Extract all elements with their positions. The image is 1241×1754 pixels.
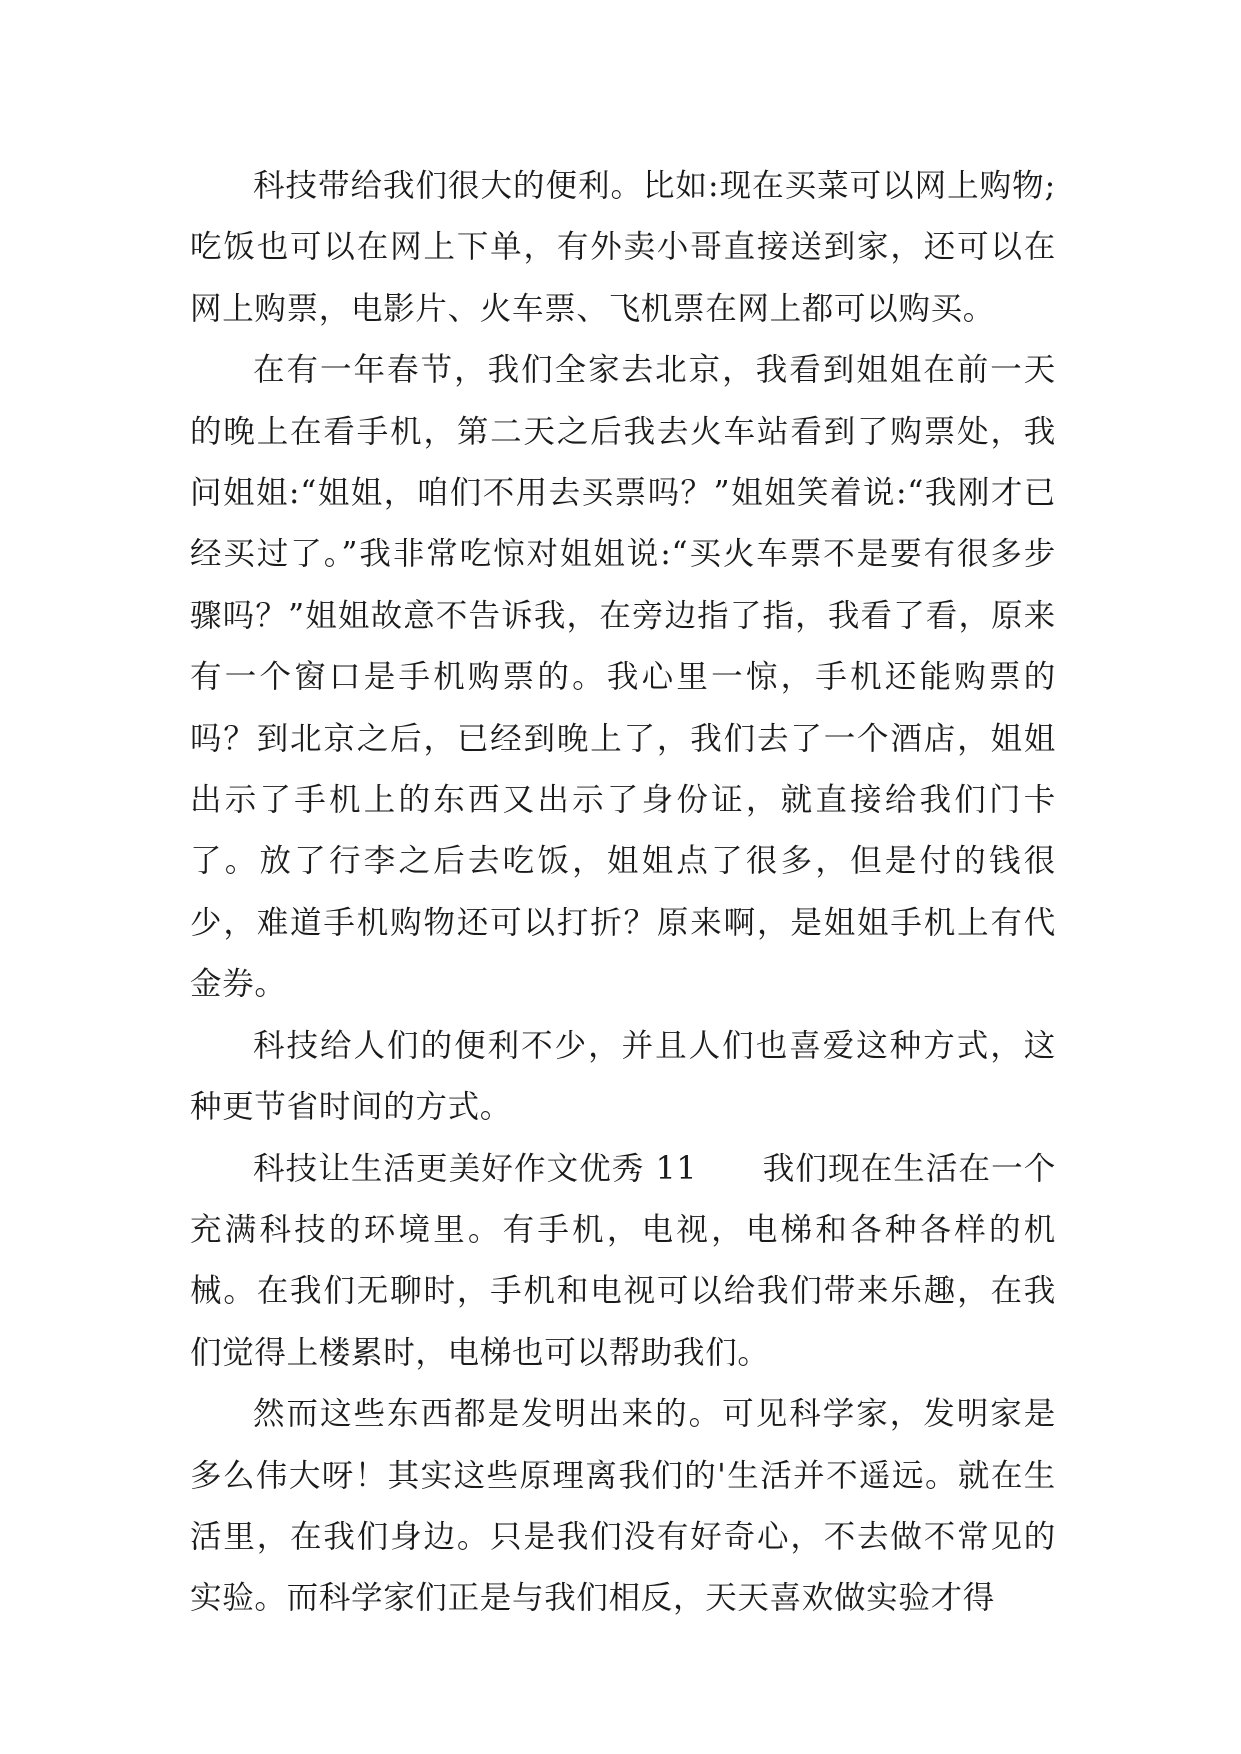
paragraph-time-saving: 科技给人们的便利不少，并且人们也喜爱这种方式，这种更节省时间的方式。 xyxy=(190,1027,1056,1126)
document-body xyxy=(190,156,1056,1630)
paragraph-essay-11: 科技让生活更美好作文优秀 11 我们现在生活在一个充满科技的环境里。有手机，电视，电梯和各种各样的机械。在我们无聊时，手机和电视可以给我们带来乐趣，在我们觉得上楼累时，电梯也可以帮助我们。 xyxy=(190,1150,1056,1371)
paragraph-spring-festival: 在有一年春节，我们全家去北京，我看到姐姐在前一天的晚上在看手机，第二天之后我去火车站看到了购票处，我问姐姐:“姐姐，咱们不用去买票吗？”姐姐笑着说:“我刚才已经买过了。”我非常吃惊对姐姐说:“买火车票不是要有很多步骤吗？”姐姐故意不告诉我，在旁边指了指，我看了看，原来有一个窗口是手机购票的。我心里一惊，手机还能购票的吗？到北京之后，已经到晚上了，我们去了一个酒店，姐姐出示了手机上的东西又出示了身份证，就直接给我们门卡了。放了行李之后去吃饭，姐姐点了很多，但是付的钱很少，难道手机购物还可以打折？原来啊，是姐姐手机上有代金券。 xyxy=(190,352,1056,1003)
paragraph-convenience: 科技带给我们很大的便利。比如:现在买菜可以网上购物;吃饭也可以在网上下单，有外卖小哥直接送到家，还可以在网上购票，电影片、火车票、飞机票在网上都可以购买。 xyxy=(190,168,1056,327)
paragraph-inventors: 然而这些东西都是发明出来的。可见科学家，发明家是多么伟大呀！其实这些原理离我们的'生活并不遥远。就在生活里，在我们身边。只是我们没有好奇心，不去做不常见的实验。而科学家们正是与我们相反，天天喜欢做实验才得 xyxy=(190,1396,1056,1617)
